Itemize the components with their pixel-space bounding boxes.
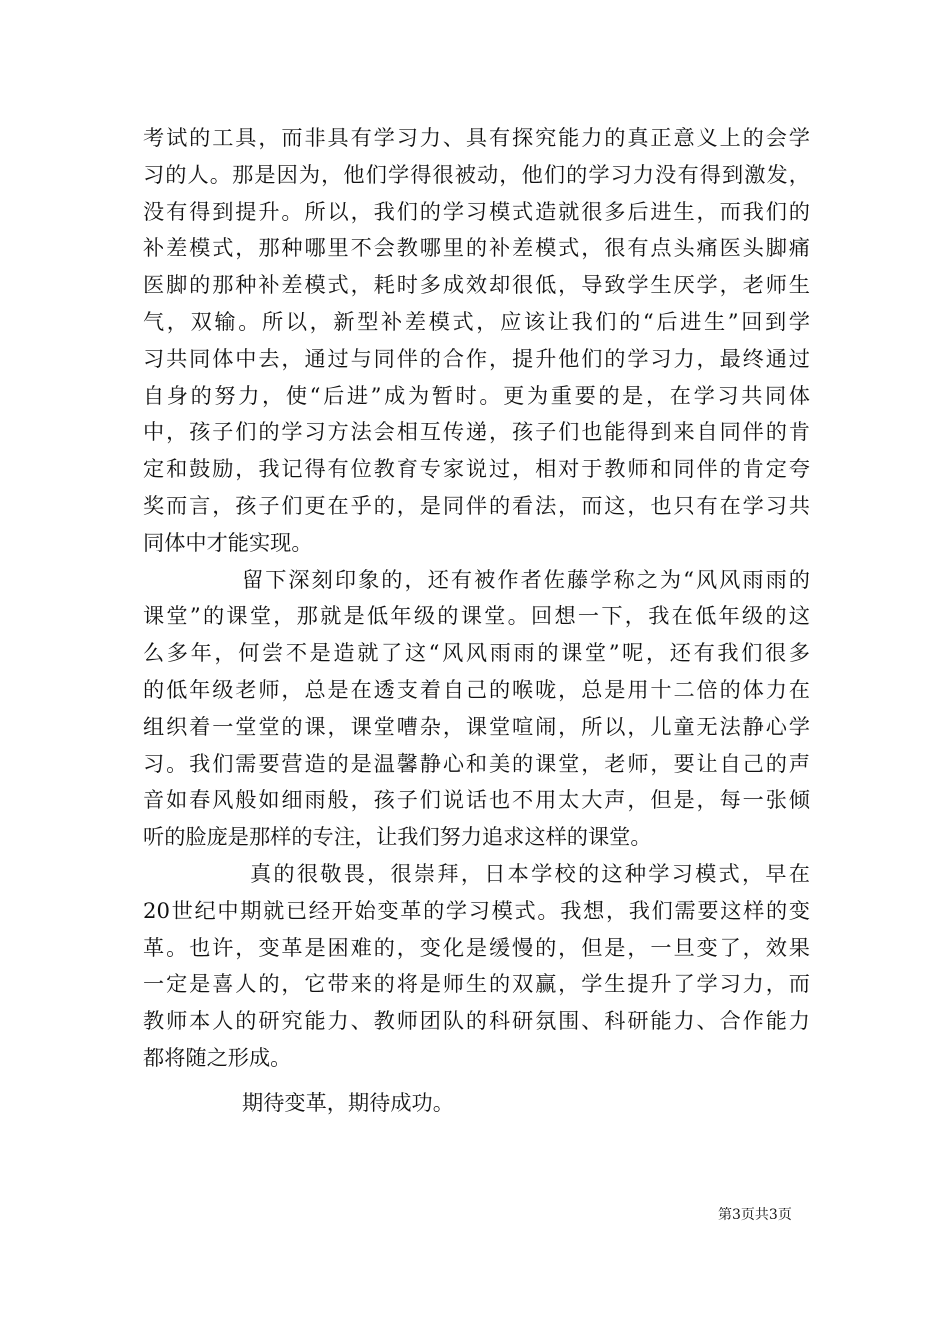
text-line: 20世纪中期就已经开始变革的学习模式。我想，我们需要这样的变 xyxy=(143,897,810,923)
text-line: 气，双输。所以，新型补差模式，应该让我们的“后进生”回到学 xyxy=(143,308,810,334)
text-line: 习共同体中去，通过与同伴的合作，提升他们的学习力，最终通过 xyxy=(143,345,810,371)
paragraph-3 xyxy=(143,856,810,1077)
text-line: 医脚的那种补差模式，耗时多成效却很低，导致学生厌学，老师生 xyxy=(143,272,810,298)
paragraph-1 xyxy=(143,120,810,562)
text-line: 么多年，何尝不是造就了这“风风雨雨的课堂”呢，还有我们很多 xyxy=(143,640,810,666)
document-body xyxy=(143,120,810,1122)
text-line: 定和鼓励，我记得有位教育专家说过，相对于教师和同伴的肯定夸 xyxy=(143,456,810,482)
text-line: 的低年级老师，总是在透支着自己的喉咙，总是用十二倍的体力在 xyxy=(143,676,810,702)
text-line: 习。我们需要营造的是温馨静心和美的课堂，老师，要让自己的声 xyxy=(143,750,810,776)
text-line: 真的很敬畏，很崇拜，日本学校的这种学习模式，早在 xyxy=(250,860,810,886)
text-line: 留下深刻印象的，还有被作者佐藤学称之为“风风雨雨的 xyxy=(242,566,810,592)
text-line: 自身的努力，使“后进”成为暂时。更为重要的是，在学习共同体 xyxy=(143,382,810,408)
text-line: 组织着一堂堂的课，课堂嘈杂，课堂喧闹，所以，儿童无法静心学 xyxy=(143,713,810,739)
text-line: 一定是喜人的，它带来的将是师生的双赢，学生提升了学习力，而 xyxy=(143,971,810,997)
text-line: 课堂”的课堂，那就是低年级的课堂。回想一下，我在低年级的这 xyxy=(143,603,810,629)
text-line: 音如春风般如细雨般，孩子们说话也不用太大声，但是，每一张倾 xyxy=(143,787,810,813)
paragraph-2 xyxy=(143,562,810,856)
text-line: 中，孩子们的学习方法会相互传递，孩子们也能得到来自同伴的肯 xyxy=(143,419,810,445)
text-line: 考试的工具，而非具有学习力、具有探究能力的真正意义上的会学 xyxy=(143,125,810,150)
text-line: 期待变革，期待成功。 xyxy=(242,1089,454,1115)
text-line: 听的脸庞是那样的专注，让我们努力追求这样的课堂。 xyxy=(143,824,652,850)
text-line: 习的人。那是因为，他们学得很被动，他们的学习力没有得到激发， xyxy=(143,161,810,187)
text-line: 没有得到提升。所以，我们的学习模式造就很多后进生，而我们的 xyxy=(143,198,810,224)
paragraph-4 xyxy=(143,1085,810,1122)
text-line: 补差模式，那种哪里不会教哪里的补差模式，很有点头痛医头脚痛 xyxy=(143,235,810,261)
text-line: 都将随之形成。 xyxy=(143,1044,292,1070)
text-line: 同体中才能实现。 xyxy=(143,529,313,555)
text-line: 革。也许，变革是困难的，变化是缓慢的，但是，一旦变了，效果 xyxy=(143,934,810,960)
text-line: 奖而言，孩子们更在乎的，是同伴的看法，而这，也只有在学习共 xyxy=(143,492,810,518)
page-footer: 第3页共3页 xyxy=(718,1207,792,1223)
text-line: 教师本人的研究能力、教师团队的科研氛围、科研能力、合作能力 xyxy=(143,1008,810,1034)
